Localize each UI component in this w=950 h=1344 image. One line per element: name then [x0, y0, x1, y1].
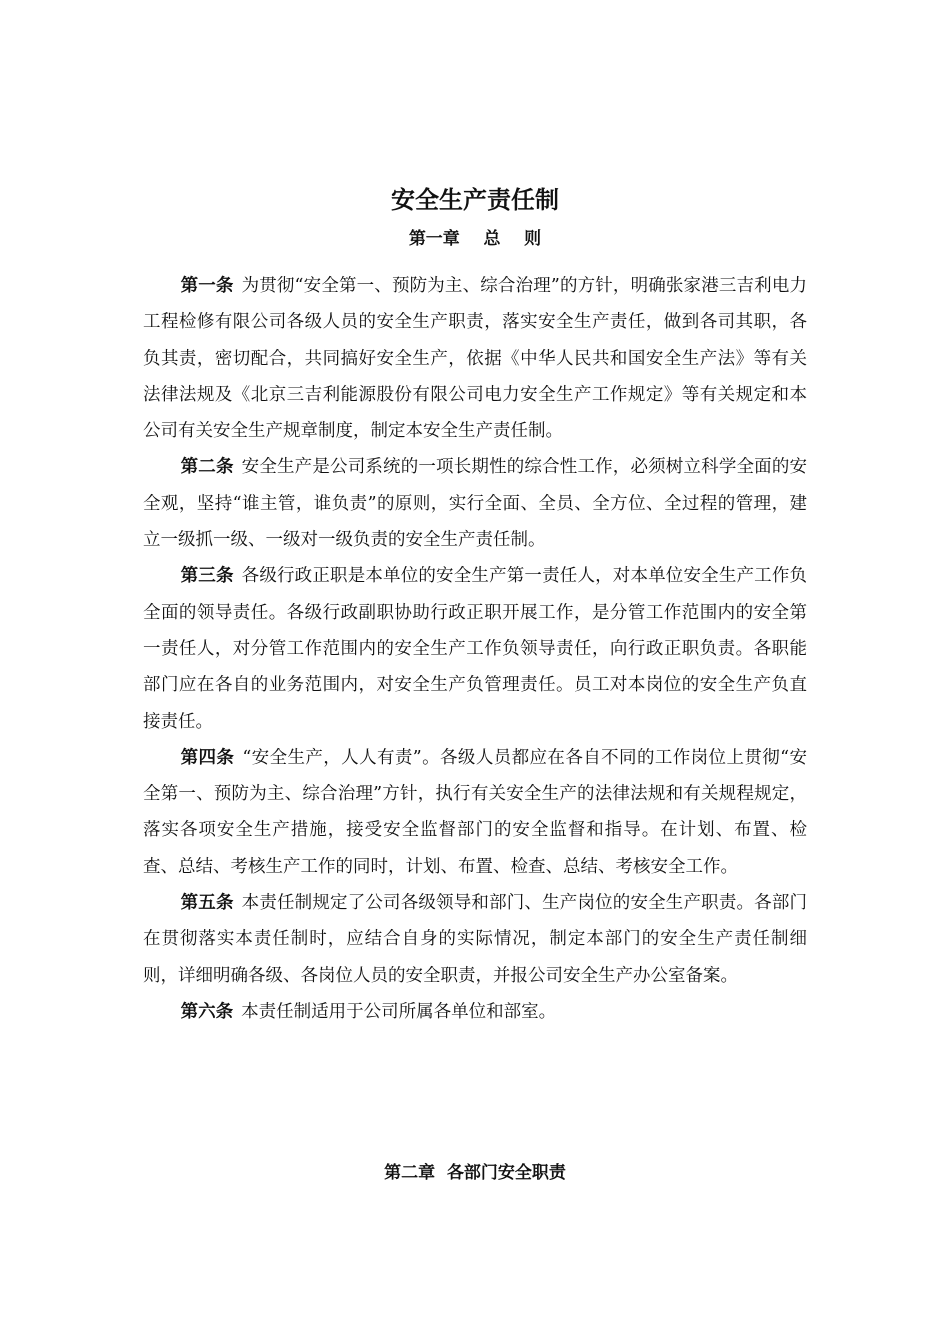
document-title: 安全生产责任制 — [391, 186, 559, 214]
article-text: “安全生产，人人有责”。各级人员都应在各自不同的工作岗位上贯彻“安全第一、预防为主、综合治理”方针，执行有关安全生产的法律法规和有关规程规定，落实各项安全生产措施，接受安全监督部门的安全监督和指导。在计划、布置、检查、总结、考核生产工作的同时，计划、布置、检查、总结、考核安全工作。 — [143, 747, 807, 877]
article-1 — [143, 268, 807, 449]
article-5 — [143, 885, 807, 994]
article-label: 第三条 — [180, 566, 234, 587]
chapter-2-heading: 第二章 各部门安全职责 — [384, 1163, 566, 1183]
article-label: 第二条 — [180, 457, 234, 478]
article-label: 第五条 — [180, 893, 234, 914]
article-label: 第六条 — [180, 1001, 234, 1022]
article-text: 为贯彻“安全第一、预防为主、综合治理”的方针，明确张家港三吉利电力工程检修有限公司各级人员的安全生产职责，落实安全生产责任，做到各司其职，各负其责，密切配合，共同搞好安全生产，依据《中华人民共和国安全生产法》等有关法律法规及《北京三吉利能源股份有限公司电力安全生产工作规定》等有关规定和本公司有关安全生产规章制度，制定本安全生产责任制。 — [143, 276, 807, 442]
article-text: 本责任制适用于公司所属各单位和部室。 — [241, 1001, 557, 1022]
article-label: 第一条 — [180, 276, 234, 296]
article-text: 各级行政正职是本单位的安全生产第一责任人，对本单位安全生产工作负全面的领导责任。各级行政副职协助行政正职开展工作，是分管工作范围内的安全第一责任人，对分管工作范围内的安全生产工作负领导责任，向行政正职负责。各职能部门应在各自的业务范围内，对安全生产负管理责任。员工对本岗位的安全生产负直接责任。 — [143, 566, 808, 732]
article-6 — [143, 994, 807, 1030]
article-3 — [143, 558, 807, 739]
article-label: 第四条 — [180, 747, 235, 768]
document-body — [143, 268, 807, 1030]
article-4 — [143, 740, 807, 885]
article-text: 安全生产是公司系统的一项长期性的综合性工作，必须树立科学全面的安全观，坚持“谁主管，谁负责”的原则，实行全面、全员、全方位、全过程的管理，建立一级抓一级、一级对一级负责的安全生产责任制。 — [143, 457, 808, 551]
article-text: 本责任制规定了公司各级领导和部门、生产岗位的安全生产职责。各部门在贯彻落实本责任制时，应结合自身的实际情况，制定本部门的安全生产责任制细则，详细明确各级、各岗位人员的安全职责，并报公司安全生产办公室备案。 — [143, 893, 808, 986]
article-2 — [143, 449, 807, 558]
chapter-1-heading: 第一章 总 则 — [408, 229, 542, 249]
